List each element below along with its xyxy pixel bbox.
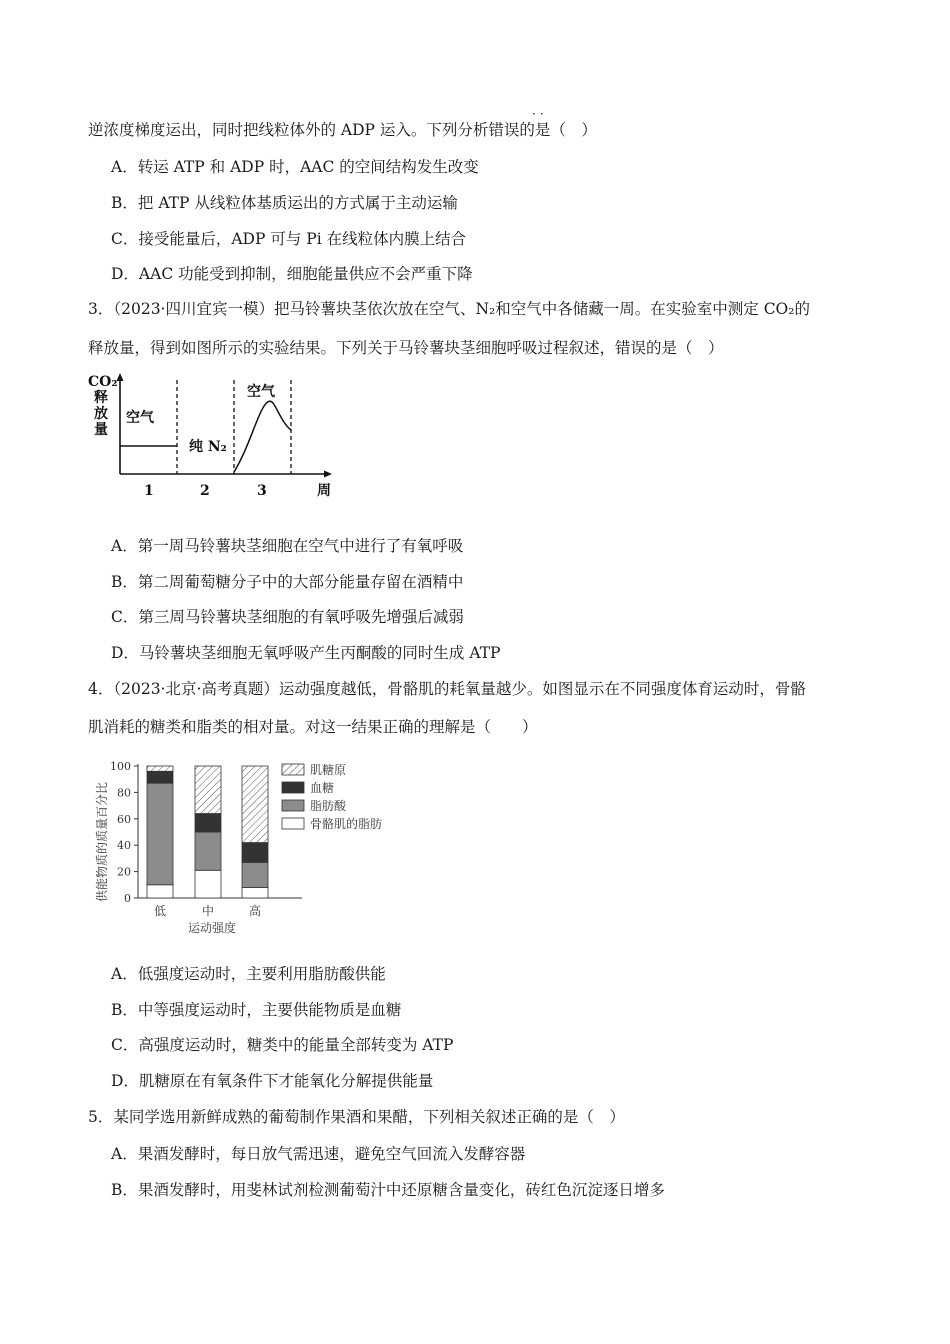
bar-segment [195,814,221,832]
y-label-char: 放 [94,406,108,422]
q3-option-c[interactable]: C．第三周马铃薯块茎细胞的有氧呼吸先增强后减弱 [111,608,464,626]
bar-segment [242,766,268,843]
chart-y-label: 供能物质的质量百分比 [95,781,109,903]
q3-option-a[interactable]: A．第一周马铃薯块茎细胞在空气中进行了有氧呼吸 [111,537,464,555]
legend-swatch [282,782,304,793]
legend-label: 脂肪酸 [310,799,347,813]
region-label-n2: 纯 N₂ [189,439,227,455]
bar-segment [147,783,173,885]
x-tick-3: 3 [257,483,267,499]
q4-option-d[interactable]: D．肌糖原在有氧条件下才能氧化分解提供能量 [111,1072,434,1090]
y-label-co2: CO₂ [88,374,118,390]
y-label-char: 量 [94,422,108,438]
y-label-char: 释 [94,390,108,406]
q5-stem: 5．某同学选用新鲜成熟的葡萄制作果酒和果醋，下列相关叙述正确的是（ ） [88,1108,625,1126]
bar-segment [195,832,221,870]
bar-segment [147,885,173,898]
bar-segment [195,766,221,814]
chart-x-label: 运动强度 [187,921,237,935]
y-tick-label: 20 [117,865,131,879]
q4-stem-line2: 肌消耗的糖类和脂类的相对量。对这一结果正确的理解是（ ） [88,718,538,736]
bar-segment [147,766,173,771]
legend-label: 血糖 [310,781,335,795]
q2-option-c[interactable]: C．接受能量后，ADP 可与 Pi 在线粒体内膜上结合 [111,230,467,248]
bar-segment [242,843,268,863]
y-tick-label: 0 [124,892,131,905]
q2-option-a[interactable]: A．转运 ATP 和 ADP 时，AAC 的空间结构发生改变 [111,158,479,176]
legend-label: 肌糖原 [310,763,347,777]
x-tick-label: 高 [248,904,262,918]
bar-segment [195,870,221,898]
q2-option-d[interactable]: D．AAC 功能受到抑制，细胞能量供应不会严重下降 [111,265,473,283]
emphasis-dots: ·· [532,107,548,121]
y-tick-label: 40 [117,839,131,853]
bar-segment [147,771,173,783]
x-axis-arrow [324,471,332,478]
q4-stem-line1: 4．（2023·北京·高考真题）运动强度越低，骨骼肌的耗氧量越少。如图显示在不同强度体育运动时，骨骼 [88,680,806,698]
bar-segment [242,862,268,887]
bar-segment [242,887,268,898]
region-label-air-1: 空气 [126,410,154,426]
air-week3-curve [234,401,291,472]
q5-option-b[interactable]: B．果酒发酵时，用斐林试剂检测葡萄汁中还原糖含量变化，砖红色沉淀逐日增多 [111,1181,665,1199]
x-tick-2: 2 [200,483,210,499]
y-tick-label: 60 [117,812,131,826]
legend-swatch [282,800,304,811]
q2-option-b[interactable]: B．把 ATP 从线粒体基质运出的方式属于主动运输 [111,194,458,212]
y-tick-label: 100 [110,760,131,773]
q4-option-c[interactable]: C．高强度运动时，糖类中的能量全部转变为 ATP [111,1036,454,1054]
y-axis-arrow [117,373,124,381]
region-label-air-2: 空气 [247,384,275,400]
energy-substrate-chart [92,752,412,942]
co2-release-figure [86,370,346,505]
legend-swatch [282,818,304,829]
legend-label: 骨骼肌的脂肪 [310,817,383,831]
q5-option-a[interactable]: A．果酒发酵时，每日放气需迅速，避免空气回流入发酵容器 [111,1145,526,1163]
q3-option-d[interactable]: D．马铃薯块茎细胞无氧呼吸产生丙酮酸的同时生成 ATP [111,644,501,662]
q3-stem-line1: 3．（2023·四川宜宾一模）把马铃薯块茎依次放在空气、N₂和空气中各储藏一周。在实验室中测定 CO₂的 [88,300,810,318]
q3-stem-line2: 释放量，得到如图所示的实验结果。下列关于马铃薯块茎细胞呼吸过程叙述，错误的是（ ） [88,339,724,357]
y-tick-label: 80 [117,786,131,800]
legend-swatch [282,764,304,775]
x-label-week: 周 [317,483,331,499]
x-tick-1: 1 [144,483,154,499]
x-tick-label: 中 [201,904,215,918]
q2-stem-line: 逆浓度梯度运出，同时把线粒体外的 ADP 运入。下列分析错误的是（ ） [88,121,597,139]
x-tick-label: 低 [153,904,167,918]
q4-option-a[interactable]: A．低强度运动时，主要利用脂肪酸供能 [111,965,386,983]
q3-option-b[interactable]: B．第二周葡萄糖分子中的大部分能量存留在酒精中 [111,573,464,591]
q4-option-b[interactable]: B．中等强度运动时，主要供能物质是血糖 [111,1001,402,1019]
